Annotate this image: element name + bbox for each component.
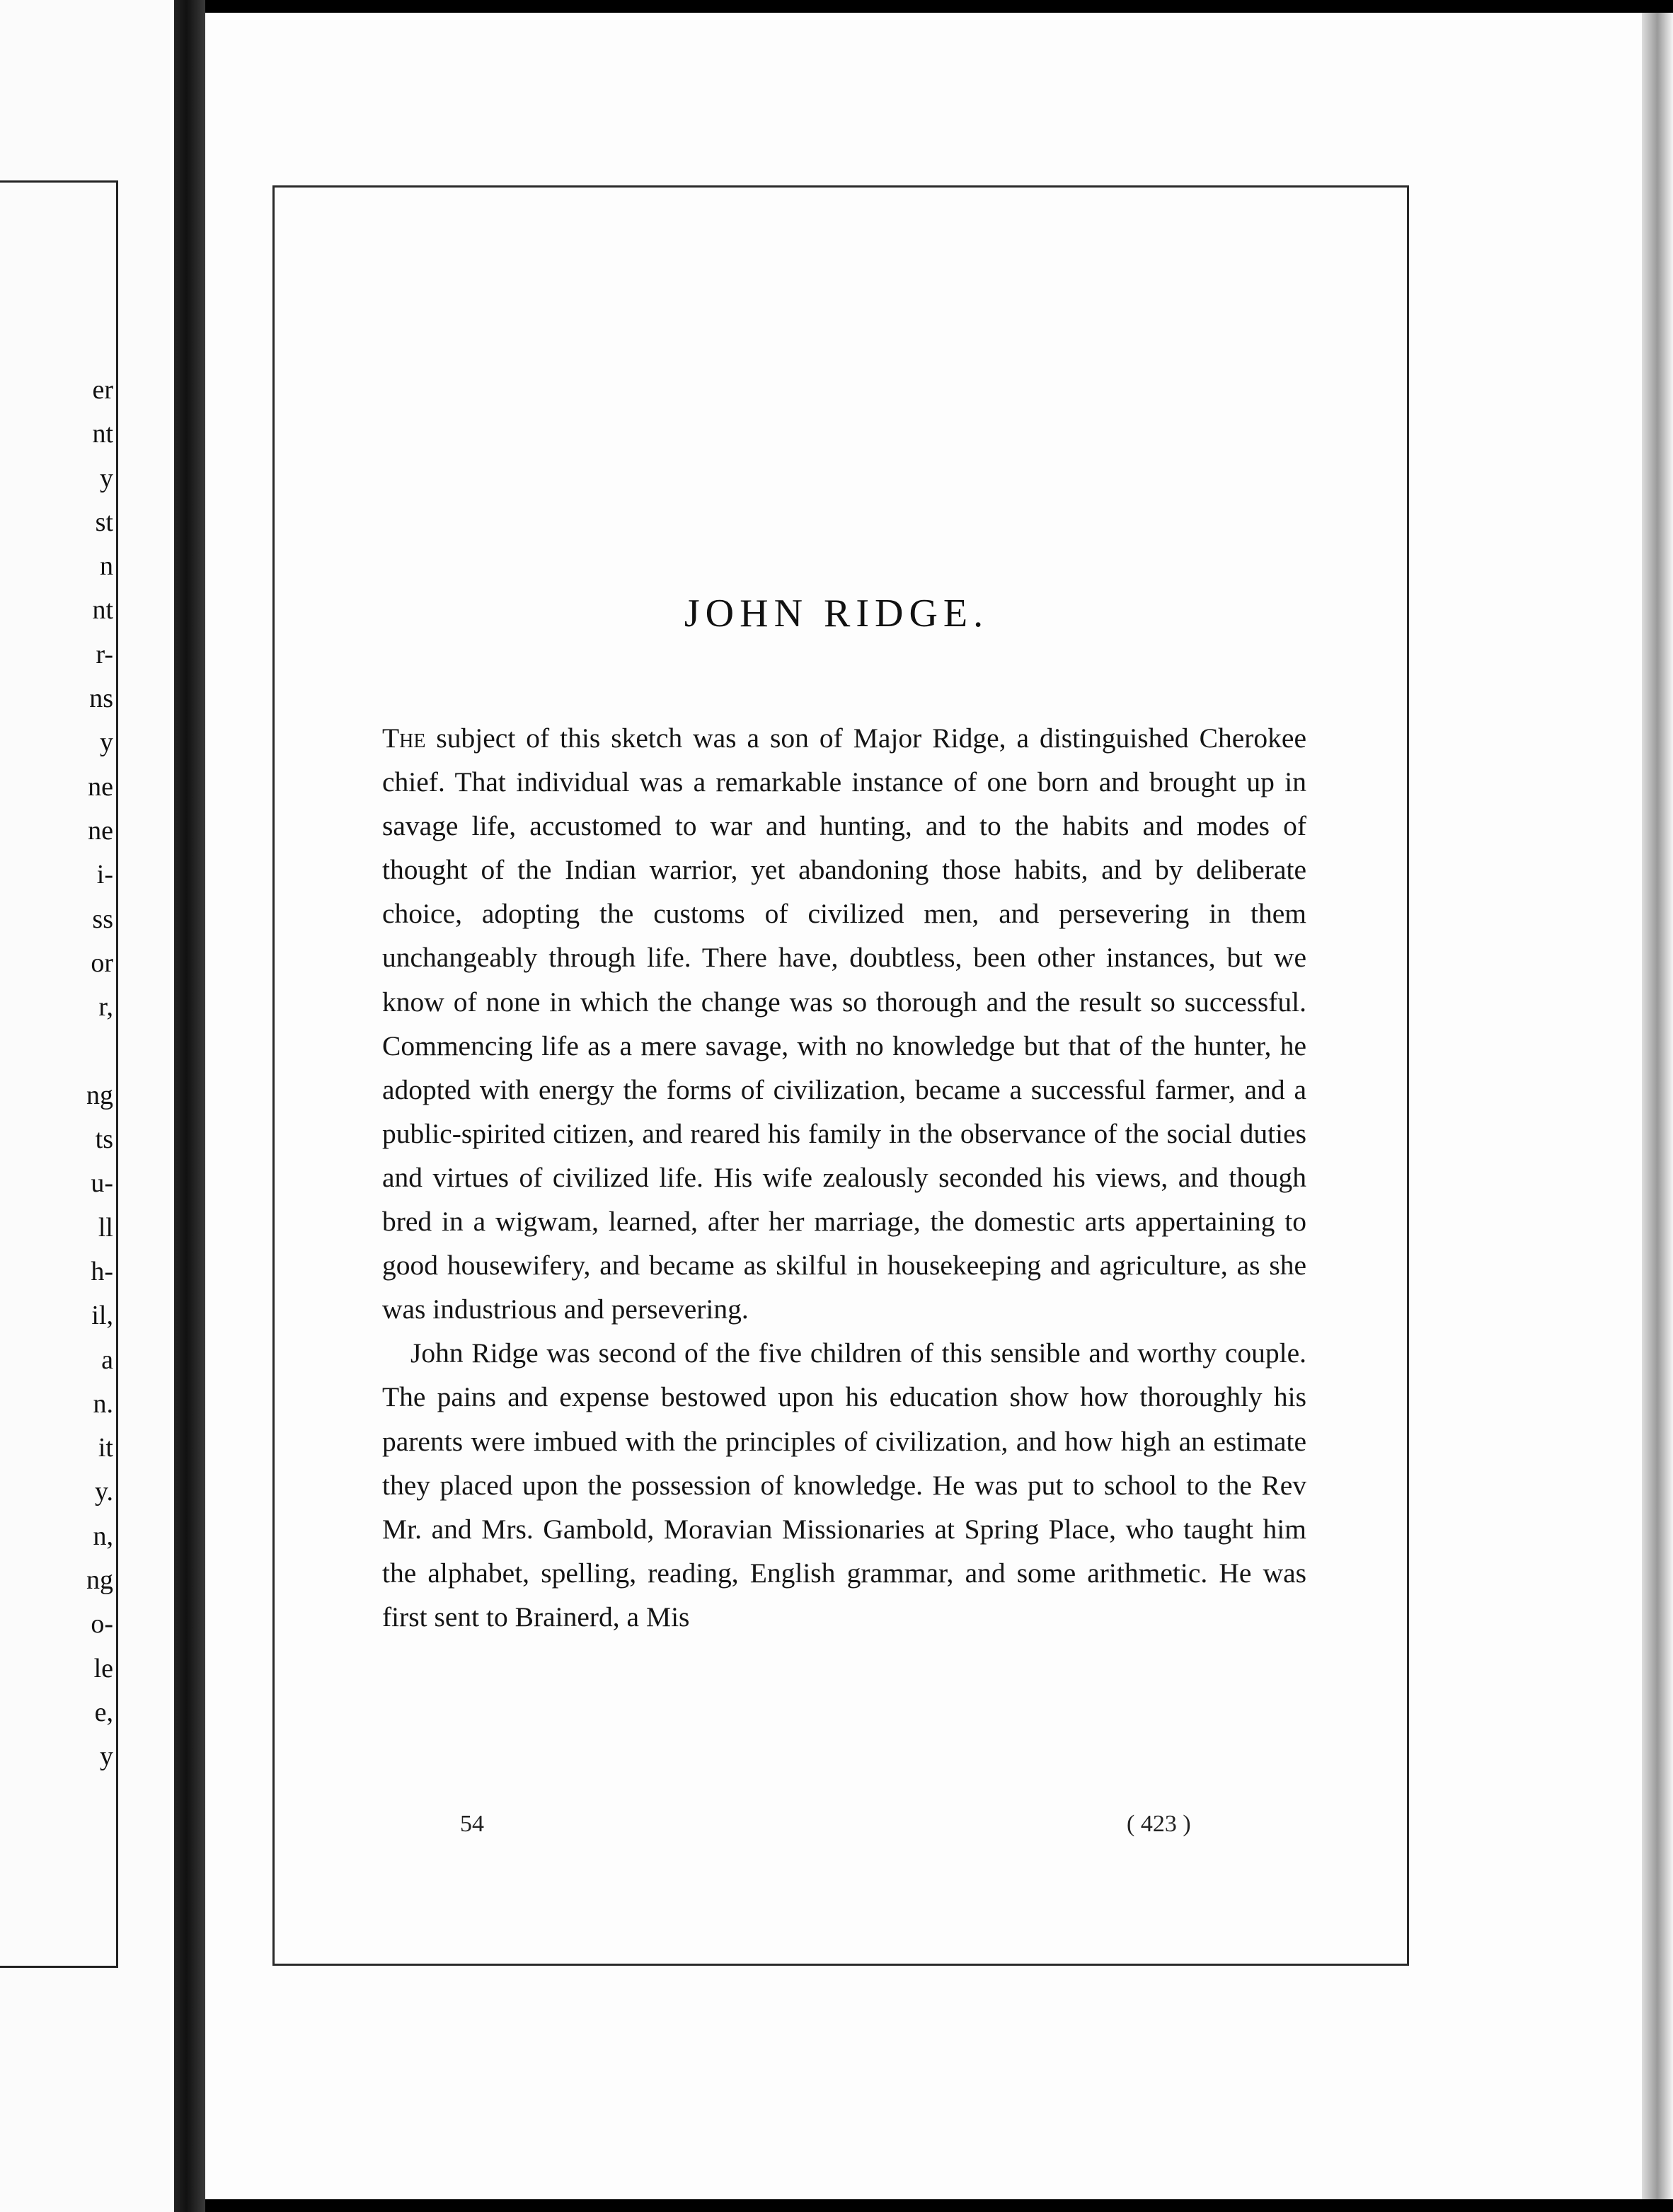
left-page-fragment: it bbox=[98, 1433, 113, 1463]
paragraph-1-text: subject of this sketch was a son of Major Ridge, a distinguished Cherokee chief. That individual was a remarkable instance of one born and brought up in savage life, accustomed to war and hunting, and to the habits and modes of thought of the Indian warrior, yet abandoning those habits, and by deliberate choice, adopting the customs of civilized men, and persevering in them unchangeably through life. There have, doubtless, been other instances, but we know of none in which the change was so thorough and the result so successful. Commencing life as a mere savage, with no knowledge but that of the hunter, he adopted with energy the forms of civilization, became a successful farmer, and a public-spirited citizen, and reared his family in the observance of the social duties and virtues of civilized life. His wife zealously seconded his views, and though bred in a wigwam, learned, after her marriage, the domestic arts appertaining to good housewifery, and became as skilful in housekeeping and agriculture, as she was industrious and persevering. bbox=[382, 722, 1306, 1325]
paragraph-1 bbox=[382, 716, 1306, 1331]
left-page-fragment: a bbox=[101, 1344, 113, 1375]
left-page-fragment: le bbox=[93, 1653, 113, 1683]
left-page-fragment: ts bbox=[95, 1124, 113, 1155]
signature-mark: 54 bbox=[460, 1811, 484, 1837]
left-page-fragment: ns bbox=[89, 684, 113, 714]
paragraph-2: John Ridge was second of the five children of this sensible and worthy couple. The pains and expense bestowed upon his education show how thoroughly his parents were imbued with the principles of civilization, and how high an estimate they placed upon the possession of knowledge. He was put to school to the Rev Mr. and Mrs. Gambold, Moravian Missionaries at Spring Place, who taught him the alphabet, spelling, reading, English grammar, and some arithmetic. He was first sent to Brainerd, a Mis bbox=[382, 1337, 1306, 1632]
left-page-fragment bbox=[0, 1029, 113, 1073]
left-page-fragment: st bbox=[95, 507, 113, 537]
left-page-fragment: r- bbox=[96, 639, 113, 669]
page-edge-shadow bbox=[1642, 13, 1673, 2199]
page-number: ( 423 ) bbox=[1127, 1811, 1191, 1837]
left-page-fragment: y. bbox=[94, 1477, 113, 1507]
left-page-fragment: ss bbox=[92, 904, 113, 934]
left-page-fragment: i- bbox=[96, 860, 113, 890]
left-page-fragment: ll bbox=[98, 1212, 113, 1243]
left-page-fragment: h- bbox=[91, 1256, 113, 1286]
left-page-fragment: y bbox=[100, 727, 113, 758]
paragraph-1-lead: The bbox=[382, 722, 426, 754]
left-page-fragment: ne bbox=[88, 771, 113, 802]
left-page-fragment: ng bbox=[86, 1565, 113, 1596]
page-title: JOHN RIDGE. bbox=[684, 592, 989, 635]
left-page-fragment: y bbox=[100, 1741, 113, 1772]
book-gutter bbox=[174, 0, 205, 2212]
left-page-fragment: y bbox=[100, 463, 113, 493]
left-page-fragment: nt bbox=[92, 595, 113, 626]
left-page-fragment: o- bbox=[91, 1609, 113, 1640]
left-page-fragment: er bbox=[92, 375, 113, 405]
left-page-fragment: r, bbox=[98, 992, 113, 1023]
left-page-fragment: ne bbox=[88, 815, 113, 846]
left-page-fragment: il, bbox=[91, 1301, 113, 1331]
left-page-fragment: e, bbox=[94, 1697, 113, 1727]
left-page-fragment: n. bbox=[93, 1388, 113, 1419]
left-page-fragment: n bbox=[100, 551, 113, 582]
left-page-fragment: u- bbox=[91, 1168, 113, 1199]
left-page-fragment: n, bbox=[93, 1521, 113, 1551]
left-page bbox=[0, 0, 174, 2212]
left-page-fragment: or bbox=[91, 947, 113, 978]
body-text bbox=[382, 716, 1306, 1639]
left-page-fragment: ng bbox=[86, 1080, 113, 1110]
left-page-text-fragments bbox=[0, 368, 113, 1779]
left-page-fragment: nt bbox=[92, 419, 113, 449]
